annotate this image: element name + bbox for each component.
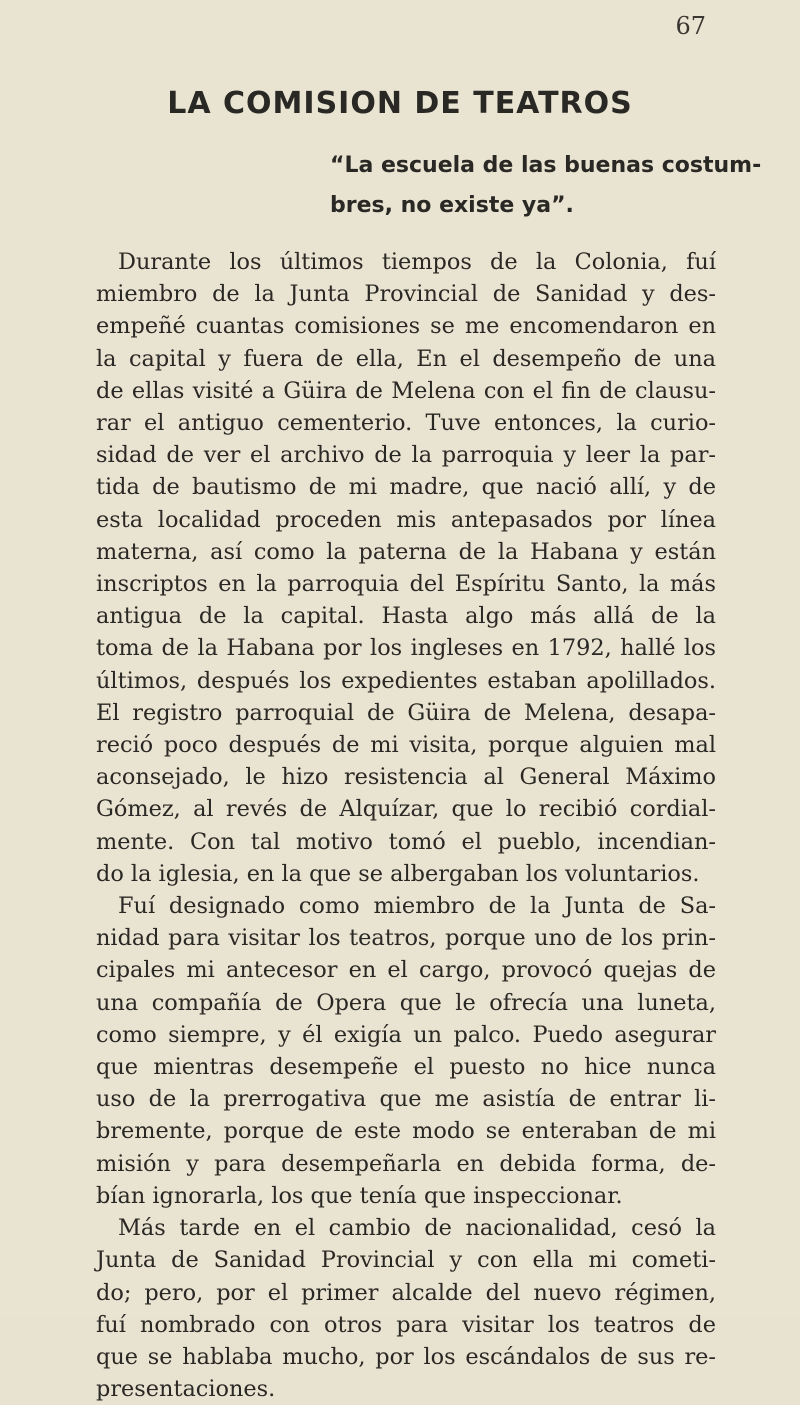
text-line: miembro de la Junta Provincial de Sanidad y des-: [96, 281, 716, 308]
text-line: materna, así como la paterna de la Habana y están: [96, 538, 716, 565]
epigraph: [330, 146, 762, 226]
text-line: Durante los últimos tiempos de la Colonia, fuí: [118, 249, 716, 275]
epigraph-line: “La escuela de las buenas costum-: [330, 153, 762, 178]
chapter-title: LA COMISION DE TEATROS: [167, 86, 633, 121]
text-line: fuí nombrado con otros para visitar los teatros de: [96, 1311, 716, 1338]
text-line: mente. Con tal motivo tomó el pueblo, incendian-: [96, 828, 716, 855]
text-line: aconsejado, le hizo resistencia al General Máximo: [96, 764, 716, 791]
text-line: de ellas visité a Güira de Melena con el fin de clausu-: [96, 377, 716, 404]
text-line: toma de la Habana por los ingleses en 1792, hallé los: [96, 635, 716, 662]
text-line: sidad de ver el archivo de la parroquia y leer la par-: [96, 442, 716, 469]
text-line: Más tarde en el cambio de nacionalidad, cesó la: [118, 1215, 716, 1242]
text-line: tida de bautismo de mi madre, que nació allí, y de: [96, 474, 716, 501]
body-text: [96, 246, 716, 1405]
text-line: cipales mi antecesor en el cargo, provocó quejas de: [96, 957, 716, 984]
text-line: una compañía de Opera que le ofrecía una luneta,: [96, 989, 716, 1016]
page-number: 67: [675, 12, 706, 40]
text-line: últimos, después los expedientes estaban apolillados.: [96, 667, 716, 694]
text-line: Junta de Sanidad Provincial y con ella mi cometi-: [96, 1247, 716, 1274]
text-line: la capital y fuera de ella, En el desempeño de una: [96, 345, 716, 372]
text-line: que se hablaba mucho, por los escándalos de sus re-: [96, 1343, 716, 1370]
text-line: inscriptos en la parroquia del Espíritu Santo, la más: [96, 571, 716, 598]
text-line: Gómez, al revés de Alquízar, que lo recibió cordial-: [96, 796, 716, 823]
text-line: que mientras desempeñe el puesto no hice nunca: [96, 1054, 716, 1081]
text-line: do la iglesia, en la que se albergaban los voluntarios.: [96, 860, 700, 887]
text-line: reció poco después de mi visita, porque alguien mal: [96, 732, 716, 759]
text-line: misión y para desempeñarla en debida forma, de-: [96, 1150, 716, 1177]
epigraph-line: bres, no existe ya”.: [330, 193, 574, 218]
text-line: empeñé cuantas comisiones se me encomendaron en: [96, 313, 716, 340]
text-line: Fuí designado como miembro de la Junta de Sa-: [118, 893, 716, 920]
text-line: nidad para visitar los teatros, porque uno de los prin-: [96, 925, 716, 952]
text-line: presentaciones.: [96, 1376, 276, 1403]
text-line: como siempre, y él exigía un palco. Puedo asegurar: [96, 1021, 716, 1048]
text-line: uso de la prerrogativa que me asistía de entrar li-: [96, 1086, 716, 1113]
text-line: bían ignorarla, los que tenía que inspeccionar.: [96, 1182, 623, 1209]
text-line: bremente, porque de este modo se enteraban de mi: [96, 1118, 716, 1145]
text-line: do; pero, por el primer alcalde del nuevo régimen,: [96, 1279, 716, 1306]
text-line: rar el antiguo cementerio. Tuve entonces, la curio-: [96, 410, 716, 437]
text-line: esta localidad proceden mis antepasados por línea: [96, 506, 716, 533]
text-line: antigua de la capital. Hasta algo más allá de la: [96, 603, 716, 630]
text-line: El registro parroquial de Güira de Melena, desapa-: [96, 699, 716, 726]
